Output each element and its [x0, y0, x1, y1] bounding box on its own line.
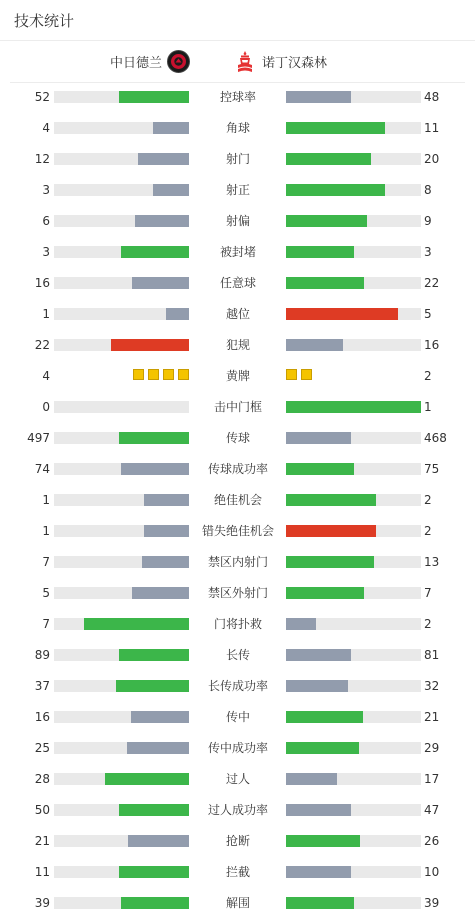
away-team[interactable] [236, 50, 327, 74]
stat-row [0, 455, 475, 486]
home-value: 1 [42, 307, 50, 321]
stat-label: 越位 [225, 307, 250, 321]
stat-row [0, 579, 475, 610]
stat-row [0, 765, 475, 796]
yellow-card-icon [148, 369, 159, 380]
stat-row [0, 83, 475, 114]
home-bar-track [54, 339, 189, 351]
home-bar-track [54, 804, 189, 816]
stat-row [0, 858, 475, 889]
away-bar-fill [286, 215, 367, 227]
away-bar-fill [286, 711, 363, 723]
away-bar-fill [286, 277, 364, 289]
home-value: 4 [42, 121, 50, 135]
stat-row [0, 207, 475, 238]
yellow-card-icon [133, 369, 144, 380]
stat-label: 射正 [225, 183, 250, 197]
away-bar-track [286, 308, 421, 320]
away-value: 81 [424, 648, 440, 662]
away-value: 13 [424, 555, 440, 569]
away-value: 2 [424, 524, 432, 538]
home-bar-track [54, 649, 189, 661]
away-bar-track [286, 215, 421, 227]
home-value: 22 [34, 338, 50, 352]
home-value: 0 [42, 400, 50, 414]
home-bar-track [54, 525, 189, 537]
home-value: 74 [34, 462, 50, 476]
home-team-name: 中日德兰 [109, 56, 162, 71]
away-bar-fill [286, 525, 376, 537]
away-bar-track [286, 401, 421, 413]
home-bar-track [54, 122, 189, 134]
home-value: 4 [42, 369, 50, 383]
away-value: 11 [424, 121, 440, 135]
home-bar-fill [135, 215, 189, 227]
away-bar-fill [286, 494, 376, 506]
stat-label: 犯规 [225, 338, 250, 352]
home-bar-track [54, 463, 189, 475]
home-value: 16 [34, 276, 50, 290]
stat-label: 传中 [225, 710, 250, 724]
home-value: 1 [42, 524, 50, 538]
away-bar-fill [286, 773, 337, 785]
stat-label: 传球 [225, 431, 250, 445]
away-value: 29 [424, 741, 440, 755]
home-bar-track [54, 432, 189, 444]
home-value: 89 [34, 648, 50, 662]
away-bar-track [286, 618, 421, 630]
away-bar-fill [286, 246, 354, 258]
away-value: 16 [424, 338, 440, 352]
away-value: 75 [424, 462, 440, 476]
home-bar-fill [132, 277, 189, 289]
away-bar-track [286, 897, 421, 909]
home-value: 52 [34, 90, 50, 104]
away-value: 48 [424, 90, 440, 104]
home-value: 7 [42, 555, 50, 569]
home-value: 25 [34, 741, 50, 755]
home-value: 7 [42, 617, 50, 631]
away-bar-track [286, 246, 421, 258]
away-value: 47 [424, 803, 440, 817]
away-value: 17 [424, 772, 440, 786]
away-bar-fill [286, 866, 351, 878]
home-bar-track [54, 680, 189, 692]
stat-label: 控球率 [219, 90, 256, 104]
home-bar-fill [105, 773, 189, 785]
away-bar-fill [286, 122, 385, 134]
away-bar-track [286, 804, 421, 816]
away-bar-fill [286, 184, 385, 196]
away-bar-track [286, 277, 421, 289]
away-bar-fill [286, 618, 316, 630]
away-value: 2 [424, 617, 432, 631]
home-bar-fill [119, 432, 189, 444]
stat-label: 禁区内射门 [207, 555, 268, 569]
stat-row [0, 145, 475, 176]
stat-label: 长传成功率 [207, 679, 268, 693]
stat-label: 门将扑救 [213, 617, 262, 631]
stat-label: 过人 [225, 772, 250, 786]
away-value: 3 [424, 245, 432, 259]
home-bar-track [54, 711, 189, 723]
away-bar-track [286, 742, 421, 754]
home-bar-track [54, 835, 189, 847]
home-bar-track [54, 494, 189, 506]
stat-row [0, 517, 475, 548]
away-bar-fill [286, 153, 371, 165]
away-bar-fill [286, 680, 348, 692]
stat-label: 长传 [225, 648, 250, 662]
home-value: 497 [27, 431, 50, 445]
away-bar-track [286, 525, 421, 537]
away-value: 10 [424, 865, 440, 879]
home-bar-fill [132, 587, 189, 599]
home-bar-track [54, 91, 189, 103]
away-bar-fill [286, 308, 398, 320]
stat-label: 角球 [225, 121, 250, 135]
away-team-name: 诺丁汉森林 [262, 56, 328, 71]
away-value: 2 [424, 493, 432, 507]
away-bar-track [286, 339, 421, 351]
stat-label: 传中成功率 [207, 741, 268, 755]
home-value: 39 [34, 896, 50, 910]
home-bar-track [54, 742, 189, 754]
stat-label: 任意球 [219, 276, 256, 290]
away-value: 468 [424, 431, 447, 445]
away-value: 7 [424, 586, 432, 600]
stat-row [0, 269, 475, 300]
home-value: 21 [34, 834, 50, 848]
home-bar-track [54, 277, 189, 289]
away-bar-fill [286, 432, 351, 444]
stats-list [0, 83, 475, 920]
home-bar-fill [127, 742, 189, 754]
page-title: 技术统计 [14, 11, 75, 30]
home-bar-fill [131, 711, 189, 723]
home-bar-fill [153, 184, 189, 196]
stat-row [0, 548, 475, 579]
stat-label: 拦截 [225, 865, 250, 879]
away-bar-fill [286, 463, 354, 475]
home-bar-track [54, 184, 189, 196]
away-bar-track [286, 711, 421, 723]
home-value: 37 [34, 679, 50, 693]
home-value: 11 [34, 865, 50, 879]
stat-row [0, 734, 475, 765]
home-bar-track [54, 215, 189, 227]
stat-label: 射偏 [225, 214, 250, 228]
home-bar-fill [119, 866, 189, 878]
home-value: 3 [42, 183, 50, 197]
away-value: 21 [424, 710, 440, 724]
home-value: 28 [34, 772, 50, 786]
stat-label: 抢断 [225, 834, 250, 848]
home-bar-fill [111, 339, 189, 351]
away-bar-track [286, 432, 421, 444]
home-bar-track [54, 866, 189, 878]
home-team-logo-icon [167, 50, 190, 73]
home-bar-track [54, 773, 189, 785]
away-bar-fill [286, 587, 364, 599]
home-value: 5 [42, 586, 50, 600]
home-bar-fill [121, 897, 189, 909]
away-bar-track [286, 587, 421, 599]
away-bar-track [286, 153, 421, 165]
stat-row [0, 796, 475, 827]
home-value: 1 [42, 493, 50, 507]
stat-row [0, 300, 475, 331]
stat-label: 解围 [225, 896, 250, 910]
home-bar-fill [138, 153, 189, 165]
away-bar-track [286, 773, 421, 785]
home-bar-fill [166, 308, 189, 320]
stat-row [0, 176, 475, 207]
stat-row [0, 424, 475, 455]
home-value: 50 [34, 803, 50, 817]
home-value: 16 [34, 710, 50, 724]
away-value: 9 [424, 214, 432, 228]
home-bar-fill [144, 525, 189, 537]
away-value: 32 [424, 679, 440, 693]
away-bar-track [286, 463, 421, 475]
away-bar-fill [286, 897, 354, 909]
home-bar-track [54, 401, 189, 413]
stat-label: 绝佳机会 [213, 493, 262, 507]
stat-row [0, 672, 475, 703]
away-value: 2 [424, 369, 432, 383]
stat-row [0, 486, 475, 517]
stat-row [0, 238, 475, 269]
away-bar-track [286, 680, 421, 692]
home-bar-fill [144, 494, 189, 506]
home-bar-fill [121, 463, 189, 475]
away-bar-track [286, 184, 421, 196]
home-bar-fill [121, 246, 189, 258]
stat-label: 禁区外射门 [207, 586, 268, 600]
teams-bar [10, 41, 465, 83]
home-bar-track [54, 246, 189, 258]
stat-row [0, 114, 475, 145]
yellow-card-icon [286, 369, 297, 380]
home-bar-fill [142, 556, 189, 568]
away-bar-fill [286, 835, 360, 847]
away-bar-fill [286, 401, 421, 413]
home-yellow-cards [133, 369, 189, 380]
away-value: 5 [424, 307, 432, 321]
home-team[interactable] [10, 50, 190, 73]
away-value: 39 [424, 896, 440, 910]
stat-label: 错失绝佳机会 [201, 524, 274, 538]
away-bar-track [286, 494, 421, 506]
home-bar-fill [128, 835, 189, 847]
stat-row [0, 889, 475, 920]
home-bar-track [54, 618, 189, 630]
stat-row [0, 641, 475, 672]
away-bar-track [286, 866, 421, 878]
stat-row [0, 703, 475, 734]
away-value: 22 [424, 276, 440, 290]
home-bar-fill [119, 804, 189, 816]
home-value: 6 [42, 214, 50, 228]
stat-row [0, 610, 475, 641]
home-bar-track [54, 897, 189, 909]
away-value: 8 [424, 183, 432, 197]
home-bar-fill [84, 618, 189, 630]
home-bar-fill [119, 649, 189, 661]
stat-row [0, 331, 475, 362]
away-bar-fill [286, 804, 351, 816]
away-team-logo-icon [236, 50, 254, 74]
away-value: 20 [424, 152, 440, 166]
away-bar-fill [286, 91, 351, 103]
yellow-card-icon [163, 369, 174, 380]
away-bar-fill [286, 649, 351, 661]
away-bar-fill [286, 742, 359, 754]
stat-row [0, 362, 475, 393]
stat-row [0, 393, 475, 424]
stat-row [0, 827, 475, 858]
away-bar-fill [286, 339, 343, 351]
home-bar-fill [119, 91, 189, 103]
home-bar-track [54, 308, 189, 320]
home-value: 12 [34, 152, 50, 166]
stat-label: 射门 [225, 152, 250, 166]
home-bar-fill [153, 122, 189, 134]
stat-label: 击中门框 [213, 400, 262, 414]
home-value: 3 [42, 245, 50, 259]
home-bar-track [54, 556, 189, 568]
home-bar-track [54, 153, 189, 165]
page-header [0, 0, 475, 41]
away-bar-track [286, 122, 421, 134]
away-value: 26 [424, 834, 440, 848]
stat-label: 传球成功率 [207, 462, 268, 476]
stat-label: 黄牌 [225, 369, 250, 383]
home-bar-fill [116, 680, 189, 692]
away-bar-track [286, 556, 421, 568]
stat-label: 被封堵 [219, 245, 256, 259]
away-bar-track [286, 649, 421, 661]
away-value: 1 [424, 400, 432, 414]
away-bar-track [286, 91, 421, 103]
yellow-card-icon [178, 369, 189, 380]
away-bar-track [286, 835, 421, 847]
away-bar-fill [286, 556, 374, 568]
stat-label: 过人成功率 [207, 803, 268, 817]
home-bar-track [54, 587, 189, 599]
away-yellow-cards [286, 369, 312, 380]
yellow-card-icon [301, 369, 312, 380]
